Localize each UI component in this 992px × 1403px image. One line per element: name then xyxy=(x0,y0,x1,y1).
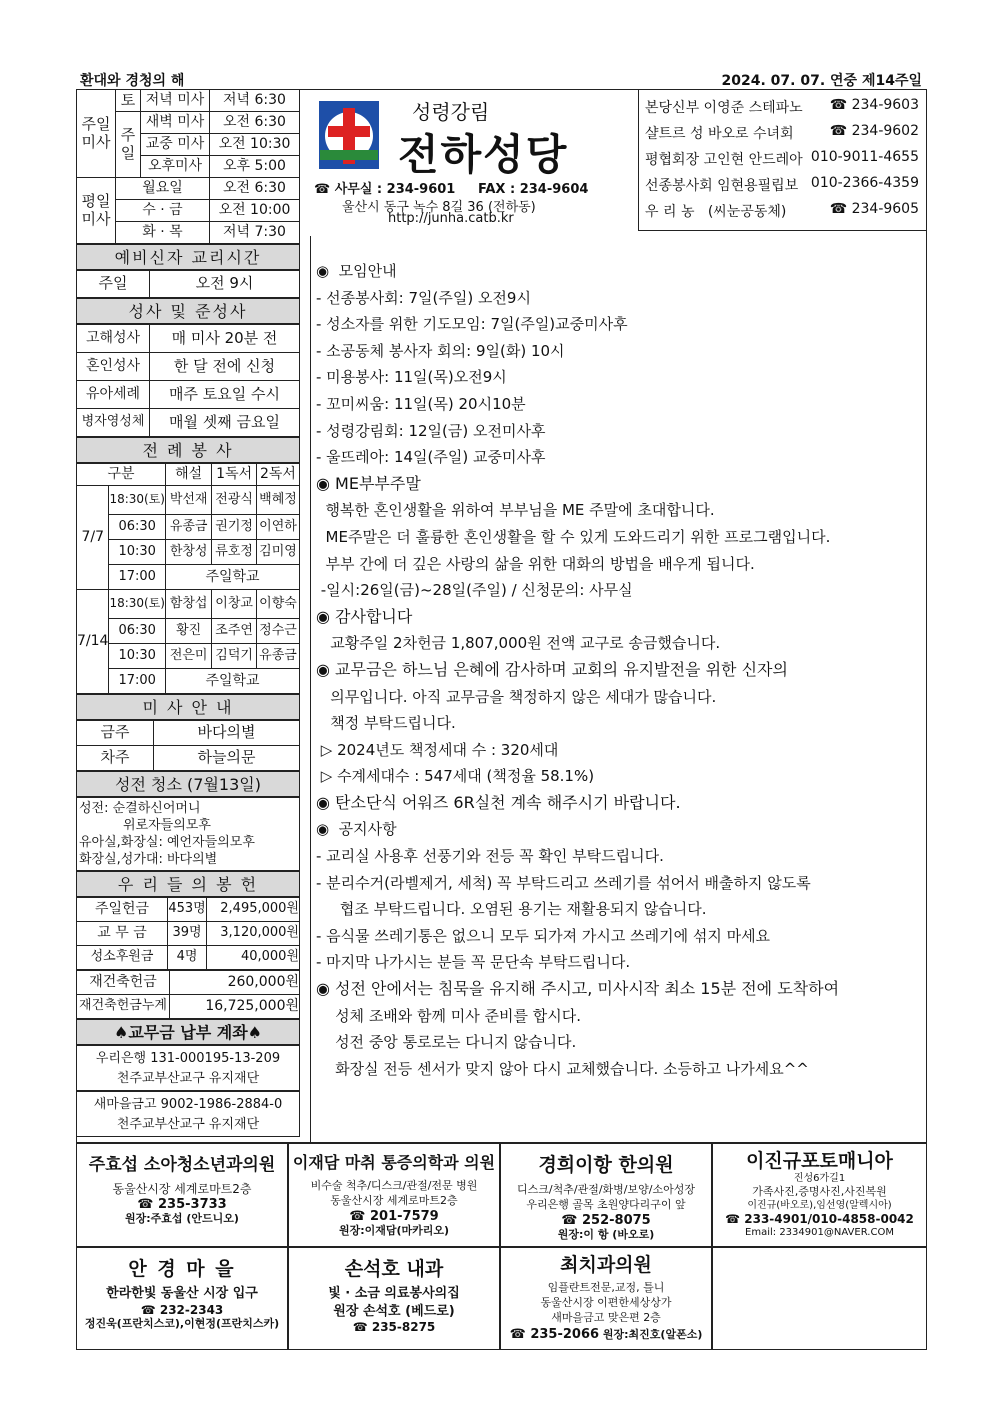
account-number: 우리은행 131-000195-13-209 xyxy=(95,1051,281,1066)
ad-dental xyxy=(500,1247,712,1350)
sacrament-name: 고해성사 xyxy=(77,325,150,353)
parish-url[interactable]: http://junha.catb.kr xyxy=(388,211,514,226)
cleaning-title: 성전 청소 (7월13일) xyxy=(76,771,300,797)
sacrament-name: 혼인성사 xyxy=(77,353,150,381)
ad-phone: ☎ 232-2343 xyxy=(140,1302,224,1317)
mass-guide-group: 바다의별 xyxy=(154,721,300,746)
contacts-panel xyxy=(638,89,927,231)
ad-extra: 원장:최진호(알폰소) xyxy=(602,1327,703,1341)
date-week: 2024. 07. 07. 연중 제14주일 xyxy=(721,73,922,89)
catechumen-time: 오전 9시 xyxy=(150,271,300,298)
logo-title: 전하성당 xyxy=(398,130,569,179)
ad-pediatrics xyxy=(76,1143,288,1247)
liturgy-header: 2독서 xyxy=(256,464,299,486)
ad-optician xyxy=(76,1247,288,1350)
ad-line: 빛 · 소금 의료봉사의집 xyxy=(328,1286,460,1301)
notice-line: 의무입니다. 아직 교무금을 책정하지 않은 세대가 많습니다. xyxy=(316,687,717,706)
sunday-mass-label: 주일미사 xyxy=(77,90,116,178)
liturgy-name: 백혜정 xyxy=(256,486,299,515)
liturgy-time: 18:30(토) xyxy=(109,590,166,619)
accounts-title: ♠교무금 납부 계좌♠ xyxy=(76,1019,300,1045)
parish-address: 울산시 동구 녹수 8길 36 (전하동) xyxy=(342,200,536,215)
ad-line: 가족사진,증명사진,사진복원 xyxy=(752,1185,887,1198)
liturgy-name: 황진 xyxy=(166,619,212,644)
ad-phone: ☎ 233-4901/010-4858-0042 xyxy=(725,1212,914,1227)
ad-phone: ☎ 201-7579 xyxy=(349,1208,439,1224)
liturgy-name: 유종금 xyxy=(256,644,299,669)
notice-line: -일시:26일(금)~28일(주일) / 신청문의: 사무실 xyxy=(316,581,633,600)
ad-line: 이진규(바오로),임선영(알렉시아) xyxy=(747,1200,892,1212)
cleaning-box xyxy=(76,797,300,871)
weekday-day: 월요일 xyxy=(116,178,210,200)
liturgy-header: 구분 xyxy=(77,464,166,486)
notice-line: 화장실 전등 센서가 맞지 않아 다시 교체했습니다. 소등하고 나가세요^^ xyxy=(316,1059,809,1078)
notice-line: - 마지막 나가시는 분들 꼭 문단속 부탁드립니다. xyxy=(316,953,631,972)
offering-count: 39명 xyxy=(168,922,207,946)
ad-line: 비수술 척추/디스크/관절/전문 병원 xyxy=(310,1179,478,1192)
account-holder: 천주교부산교구 유지재단 xyxy=(116,1071,260,1086)
logo-subtitle: 성령강림 xyxy=(412,100,490,124)
mass-time: 오후 5:00 xyxy=(210,156,300,178)
ad-extra: 원장:이 항 (바오로) xyxy=(557,1227,655,1241)
liturgy-time: 17:00 xyxy=(109,565,166,590)
ad-line: 동울산시장 이편한세상상가 xyxy=(540,1295,672,1309)
mass-times-table xyxy=(76,89,300,244)
mass-guide-table xyxy=(76,720,300,771)
sacrament-name: 병자영성체 xyxy=(77,409,150,437)
notice-line: 성체 조배와 함께 미사 준비를 합시다. xyxy=(316,1006,582,1025)
offerings-table xyxy=(76,897,300,970)
ad-pain-clinic xyxy=(288,1143,500,1247)
sacrament-value: 한 달 전에 신청 xyxy=(150,353,300,381)
ad-line: 새마을금고 맞은편 2층 xyxy=(551,1310,661,1324)
sunday-label: 주일 xyxy=(116,112,141,178)
mass-time: 저녁 6:30 xyxy=(210,90,300,112)
ad-title: 이재담 마취 통증의학과 의원 xyxy=(292,1153,496,1172)
rebuild-name: 재건축헌금누계 xyxy=(77,995,170,1019)
ad-extra: 원장:이재담(마카리오) xyxy=(338,1223,450,1237)
notice-line: 책정 부탁드립니다. xyxy=(316,714,456,733)
ad-photo-studio xyxy=(712,1143,927,1247)
offerings-title: 우 리 들 의 봉 헌 xyxy=(76,871,300,897)
ad-line: 원장 손석호 (베드로) xyxy=(333,1303,455,1319)
mass-time: 오전 10:30 xyxy=(210,134,300,156)
ad-empty-slot xyxy=(712,1247,927,1350)
cleaning-line: 위로자들의모후 xyxy=(123,818,211,833)
offering-count: 453명 xyxy=(168,898,207,922)
ad-email: Email: 2334901@NAVER.COM xyxy=(745,1227,894,1239)
mass-name: 교중 미사 xyxy=(141,134,210,156)
notice-line: 성전 중앙 통로로는 다니지 않습니다. xyxy=(316,1033,577,1052)
liturgy-name: 김덕기 xyxy=(212,644,257,669)
liturgy-name: 박선재 xyxy=(166,486,212,515)
liturgy-name: 전광식 xyxy=(212,486,257,515)
weekday-day: 화 · 목 xyxy=(116,222,210,244)
sacrament-value: 매 미사 20분 전 xyxy=(150,325,300,353)
mass-guide-group: 하늘의문 xyxy=(154,746,300,771)
notice-line: 행복한 혼인생활을 위하여 부부님을 ME 주말에 초대합니다. xyxy=(316,501,715,520)
liturgy-time: 10:30 xyxy=(109,644,166,669)
liturgy-name: 함창섭 xyxy=(166,590,212,619)
cleaning-line: 성전: 순결하신어머니 xyxy=(79,801,201,816)
notice-line: - 선종봉사회: 7일(주일) 오전9시 xyxy=(316,288,531,307)
mass-name: 저녁 미사 xyxy=(141,90,210,112)
ad-title: 손석호 내과 xyxy=(344,1258,444,1280)
rebuild-amount: 260,000원 xyxy=(170,971,300,995)
ad-internal-medicine xyxy=(288,1247,500,1350)
offering-name: 교 무 금 xyxy=(77,922,168,946)
ad-line: 동울산시장 세계로마트2층 xyxy=(112,1182,252,1196)
catechumen-table xyxy=(76,270,300,298)
ad-line: 한라한빛 동울산 시장 입구 xyxy=(106,1286,258,1301)
ad-title: 이진규포토매니아 xyxy=(746,1150,893,1172)
ad-line: 디스크/척추/관절/화병/보양/소아성장 xyxy=(517,1183,695,1196)
notice-line: 협조 부탁드립니다. 오염된 용기는 재활용되지 않습니다. xyxy=(316,900,707,919)
ad-oriental-clinic xyxy=(500,1143,712,1247)
cleaning-line: 유아실,화장실: 예언자들의모후 xyxy=(79,835,255,850)
liturgy-header: 해설 xyxy=(166,464,212,486)
notice-line: - 꼬미씨움: 11일(목) 20시10분 xyxy=(316,394,526,413)
motto: 환대와 경청의 해 xyxy=(80,73,185,89)
notice-line: - 소공동체 봉사자 회의: 9일(화) 10시 xyxy=(316,341,565,360)
notice-line: ▷ 수계세대수 : 547세대 (책정율 58.1%) xyxy=(316,767,595,786)
rebuild-amount: 16,725,000원 xyxy=(170,995,300,1019)
contact-name: 우 리 농 (씨눈공동체) xyxy=(645,204,787,220)
saturday-label: 토 xyxy=(116,90,141,112)
offering-amount: 2,495,000원 xyxy=(207,898,300,922)
ad-line: 동울산시장 세계로마트2층 xyxy=(330,1193,458,1207)
contact-phone: ☎ 234-9605 xyxy=(829,201,919,217)
rebuild-name: 재건축헌금 xyxy=(77,971,170,995)
contact-phone: ☎ 234-9603 xyxy=(829,97,919,113)
account-number: 새마을금고 9002-1986-2884-0 xyxy=(93,1097,283,1112)
liturgy-table xyxy=(76,463,300,694)
ad-phone: ☎ 252-8075 xyxy=(561,1212,651,1228)
notice-line: 부부 간에 더 깊은 사랑의 삶을 위한 대화의 방법을 배우게 됩니다. xyxy=(316,554,755,573)
weekday-day: 수 · 금 xyxy=(116,200,210,222)
liturgy-name: 권기정 xyxy=(212,515,257,540)
contact-name: 선종봉사회 임현용필립보 xyxy=(645,178,799,194)
contact-name: 본당신부 이영준 스테파노 xyxy=(645,100,803,116)
notice-heading: ◉ 탄소단식 어워즈 6R실천 계속 해주시기 바랍니다. xyxy=(316,792,681,812)
notice-heading: ◉ ME부부주말 xyxy=(316,473,421,493)
notice-heading: ◉ 성전 안에서는 침묵을 유지해 주시고, 미사시작 최소 15분 전에 도착하여 xyxy=(316,979,840,999)
mass-guide-week: 금주 xyxy=(77,721,154,746)
mass-name: 새벽 미사 xyxy=(141,112,210,134)
liturgy-time: 17:00 xyxy=(109,669,166,694)
left-column xyxy=(76,244,300,1137)
liturgy-name: 조주연 xyxy=(212,619,257,644)
contact-name: 샬트르 성 바오로 수녀회 xyxy=(645,126,794,142)
logo-area xyxy=(312,96,632,236)
sacraments-table xyxy=(76,324,300,437)
offering-count: 4명 xyxy=(168,946,207,970)
weekday-time: 오전 6:30 xyxy=(210,178,300,200)
ad-title: 경희이항 한의원 xyxy=(538,1154,674,1176)
account-box xyxy=(76,1091,300,1137)
liturgy-date: 7/14 xyxy=(77,590,109,694)
ad-line: 진성6가길1 xyxy=(793,1173,846,1184)
liturgy-name: 전은미 xyxy=(166,644,212,669)
liturgy-time: 06:30 xyxy=(109,515,166,540)
catechumen-title: 예비신자 교리시간 xyxy=(76,244,300,270)
liturgy-date: 7/7 xyxy=(77,486,109,590)
ad-title: 안 경 마 을 xyxy=(128,1258,236,1280)
cleaning-line: 화장실,성가대: 바다의별 xyxy=(79,852,218,867)
mass-time: 오전 6:30 xyxy=(210,112,300,134)
liturgy-name: 이연하 xyxy=(256,515,299,540)
notice-line: ME주말은 더 훌륭한 혼인생활을 할 수 있게 도와드리기 위한 프로그램입니다. xyxy=(316,527,831,546)
notices-panel xyxy=(316,258,924,1082)
notice-line: - 성소자를 위한 기도모임: 7일(주일)교중미사후 xyxy=(316,315,628,334)
liturgy-name: 유종금 xyxy=(166,515,212,540)
notice-line: - 음식물 쓰레기통은 없으니 모두 되가져 가시고 쓰레기에 섞지 마세요 xyxy=(316,926,771,945)
contact-phone: 010-9011-4655 xyxy=(810,149,919,165)
notice-heading: ◉ 모임안내 xyxy=(316,262,397,280)
notice-line: ▷ 2024년도 책정세대 수 : 320세대 xyxy=(316,740,559,759)
liturgy-name: 이창교 xyxy=(212,590,257,619)
liturgy-merged: 주일학교 xyxy=(166,669,300,694)
notice-heading: ◉ 교무금은 하느님 은혜에 감사하며 교회의 유지발전을 위한 신자의 xyxy=(316,659,788,679)
contact-name: 평협회장 고인현 안드레아 xyxy=(645,152,803,168)
parish-emblem-icon xyxy=(318,100,380,170)
ad-phone: ☎ 235-8275 xyxy=(352,1320,436,1335)
notice-line: - 울뜨레아: 14일(주일) 교중미사후 xyxy=(316,448,546,467)
contact-phone: 010-2366-4359 xyxy=(810,175,919,191)
liturgy-header: 1독서 xyxy=(212,464,257,486)
mass-guide-title: 미 사 안 내 xyxy=(76,694,300,720)
rebuild-table xyxy=(76,970,300,1019)
ad-title: 주효섭 소아청소년과의원 xyxy=(88,1155,276,1175)
contact-phone: ☎ 234-9602 xyxy=(829,123,919,139)
notice-heading: ◉ 감사합니다 xyxy=(316,606,413,626)
notice-line: - 교리실 사용후 선풍기와 전등 꼭 확인 부탁드립니다. xyxy=(316,847,664,866)
office-phone-fax: ☎ 사무실 : 234-9601 FAX : 234-9604 xyxy=(314,182,589,197)
sacrament-name: 유아세례 xyxy=(77,381,150,409)
liturgy-name: 류호정 xyxy=(212,540,257,565)
liturgy-name: 한창성 xyxy=(166,540,212,565)
liturgy-merged: 주일학교 xyxy=(166,565,300,590)
catechumen-day: 주일 xyxy=(77,271,150,298)
notice-line: - 미용봉사: 11일(목)오전9시 xyxy=(316,368,507,387)
offering-name: 주일헌금 xyxy=(77,898,168,922)
offering-name: 성소후원금 xyxy=(77,946,168,970)
liturgy-name: 정수근 xyxy=(256,619,299,644)
weekday-time: 저녁 7:30 xyxy=(210,222,300,244)
notice-line: - 분리수거(라벨제거, 세척) 꼭 부탁드리고 쓰레기를 섞어서 배출하지 않도록 xyxy=(316,873,811,892)
liturgy-name: 김미영 xyxy=(256,540,299,565)
sacrament-value: 매주 토요일 수시 xyxy=(150,381,300,409)
ad-phone: ☎ 235-2066 xyxy=(509,1326,600,1342)
account-holder: 천주교부산교구 유지재단 xyxy=(116,1117,260,1132)
liturgy-time: 06:30 xyxy=(109,619,166,644)
notice-line: - 성령강림회: 12일(금) 오전미사후 xyxy=(316,421,546,440)
liturgy-name: 이향숙 xyxy=(256,590,299,619)
ad-extra: 원장:주효섭 (안드니오) xyxy=(125,1212,239,1226)
weekday-time: 오전 10:00 xyxy=(210,200,300,222)
ad-extra: 정진욱(프란치스코),이현정(프란치스카) xyxy=(84,1316,280,1330)
ad-line: 우리은행 골목 초원양다리구이 앞 xyxy=(526,1197,686,1211)
offering-amount: 40,000원 xyxy=(207,946,300,970)
liturgy-title: 전 례 봉 사 xyxy=(76,437,300,463)
account-box xyxy=(76,1045,300,1091)
notice-line: 교황주일 2차헌금 1,807,000원 전액 교구로 송금했습니다. xyxy=(316,634,721,653)
sacrament-value: 매월 셋째 금요일 xyxy=(150,409,300,437)
mass-guide-week: 차주 xyxy=(77,746,154,771)
ad-line: 임플란트전문,교정, 틀니 xyxy=(547,1281,665,1294)
offering-amount: 3,120,000원 xyxy=(207,922,300,946)
liturgy-time: 10:30 xyxy=(109,540,166,565)
sacraments-title: 성사 및 준성사 xyxy=(76,298,300,324)
mass-name: 오후미사 xyxy=(141,156,210,178)
ad-phone: ☎ 235-3733 xyxy=(137,1197,227,1213)
liturgy-time: 18:30(토) xyxy=(109,486,166,515)
weekday-mass-label: 평일미사 xyxy=(77,178,116,244)
ad-title: 최치과의원 xyxy=(560,1254,652,1276)
column-divider xyxy=(310,236,311,1142)
notice-heading: ◉ 공지사항 xyxy=(316,820,397,839)
